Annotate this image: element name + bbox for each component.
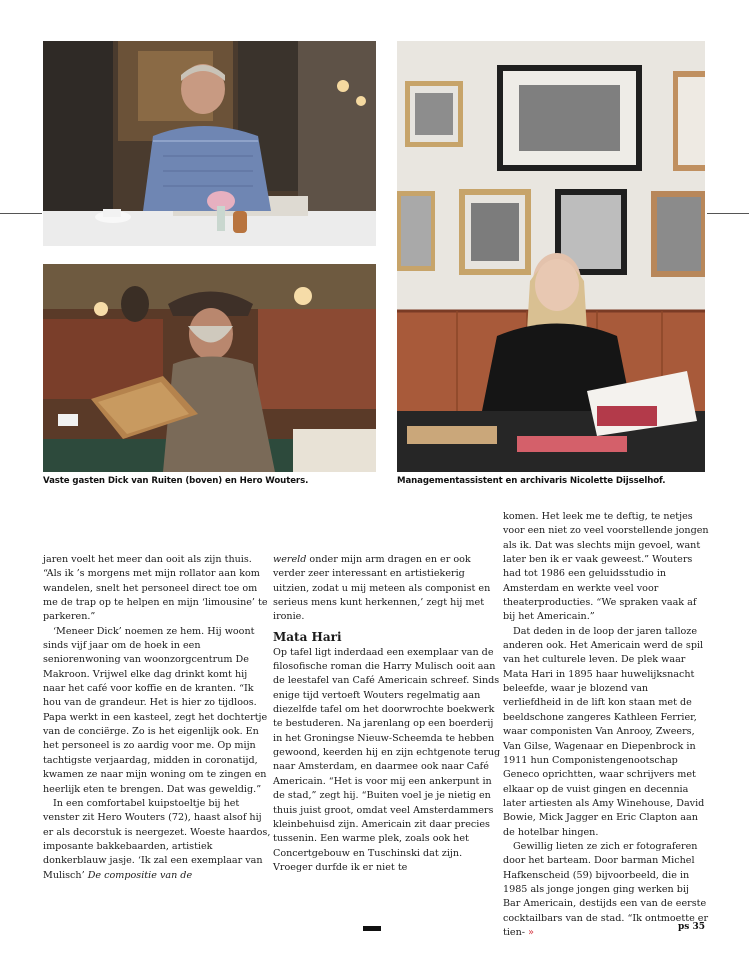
- footer-mark: [363, 926, 381, 931]
- col3-paragraph-3-text: Gewillig lieten ze zich er fotograferen door het barteam. Door barman Michel Hafkenscheid (59) bijvoorbeeld, die in 1985 als jonge jongen ging werken bij Bar Americain, destijds een van de eerste cocktailbars van de stad. “Ik ontmoette er tien-: [503, 840, 709, 938]
- col2-paragraph-1: [273, 553, 501, 625]
- col1-paragraph-2: ‘Meneer Dick’ noemen ze hem. Hij woont sinds vijf jaar om de hoek in een seniorenwoning van woonzorgcentrum De Makroon. Vrijwel elke dag drinkt komt hij naar het café voor koffie en de kranten. “Ik hou van de grandeur. Het is hier zo tijdloos. Papa werkt in een kasteel, zegt het dochtertje van de conciërge. Zo is het eigenlijk ook. En het personeel is zo aardig voor me. Op mijn tachtigste verjaardag, midden in coronatijd, kwamen ze naar mijn woning om te zingen en heerlijk eten te brengen. Dat was geweldig.”: [43, 625, 268, 795]
- photo-nicolette-dijsselhof: [397, 41, 705, 472]
- book-title-part-1: De compositie van de: [87, 869, 193, 881]
- continue-arrow-icon: »: [528, 926, 534, 938]
- photo-dick-van-ruiten: [43, 41, 376, 246]
- photo-hero-wouters: [43, 264, 376, 472]
- col1-paragraph-1: jaren voelt het meer dan ooit als zijn thuis. “Als ik ’s morgens met mijn rollator aan kom wandelen, snelt het personeel direct toe om me de trap op te helpen en mijn ‘limousine’ te parkeren.”: [43, 554, 268, 623]
- col3-paragraph-2: Dat deden in de loop der jaren talloze anderen ook. Het Americain werd de spil van het culturele leven. De plek waar Mata Hari in 1895 haar huwelijksnacht beleefde, waar je blozend van verliefdheid in de lift kon staan met de beeldschone zangeres Kathleen Ferrier, waar componisten Van Anrooy, Zweers, Van Gilse, Wagenaar en Diepenbrock in 1911 hun Componistengenootschap Geneco oprichtten, waar schrijvers met elkaar op de vuist gingen en decennia later artiesten als Amy Winehouse, David Bowie, Mick Jagger en Eric Clapton aan de hotelbar hingen.: [503, 625, 705, 838]
- article-column-1: [43, 553, 271, 883]
- col1-paragraph-3-text: In een comfortabel kuipstoeltje bij het venster zit Hero Wouters (72), haast alsof hij er als decorstuk is neergezet. Woeste haardos, imposante bakkebaarden, artistiek donkerblauw jasje. ‘Ik zal een exemplaar van Mulisch’: [43, 797, 271, 881]
- col3-paragraph-1: komen. Het leek me te deftig, te netjes voor een niet zo veel voorstellende jongen als ik. Dat was slechts mijn gevoel, want later ben ik er vaak geweest.” Wouters had tot 1986 een geluidsstudio in Amsterdam en werkte veel voor theaterproducties. “We spraken vaak af bij het Americain.”: [503, 511, 709, 623]
- caption-left: Vaste gasten Dick van Ruiten (boven) en Hero Wouters.: [43, 476, 309, 486]
- article-column-2: [273, 553, 501, 875]
- caption-right: Managementassistent en archivaris Nicolette Dijsselhof.: [397, 476, 666, 486]
- col2-paragraph-1-text: onder mijn arm dragen en er ook verder zeer interessant en artistiekerig uitzien, zodat u mij meteen als componist en serieus mens kunt herkennen,’ zegt hij met ironie.: [273, 554, 491, 623]
- section-heading-mata-hari: Mata Hari: [273, 629, 342, 644]
- col2-paragraph-2: Op tafel ligt inderdaad een exemplaar van de filosofische roman die Harry Mulisch ooit aan de leestafel van Café Americain schreef. Sinds enige tijd vertoeft Wouters regelmatig aan diezelfde tafel om het doorwrochte boekwerk te bestuderen. Na jarenlang op een boerderij in het Groningse Nieuw-Scheemda te hebben gewoond, keerden hij en zijn echtgenote terug naar Amsterdam, en daarmee ook naar Café Americain. “Het is voor mij een ankerpunt in de stad,” zegt hij. “Buiten voel je je nietig en thuis juist groot, omdat veel Amsterdammers kleinbehuisd zijn. Americain zit daar precies tussenin. Een warme plek, zoals ook het Concertgebouw en Tuschinski dat zijn. Vroeger durfde ik er niet te: [273, 646, 501, 873]
- page-number: ps 35: [678, 922, 706, 932]
- left-rule: [0, 213, 42, 214]
- article-column-3: [503, 510, 709, 940]
- right-rule: [707, 213, 749, 214]
- col1-paragraph-3: [43, 797, 271, 883]
- book-title-part-2: wereld: [273, 554, 307, 565]
